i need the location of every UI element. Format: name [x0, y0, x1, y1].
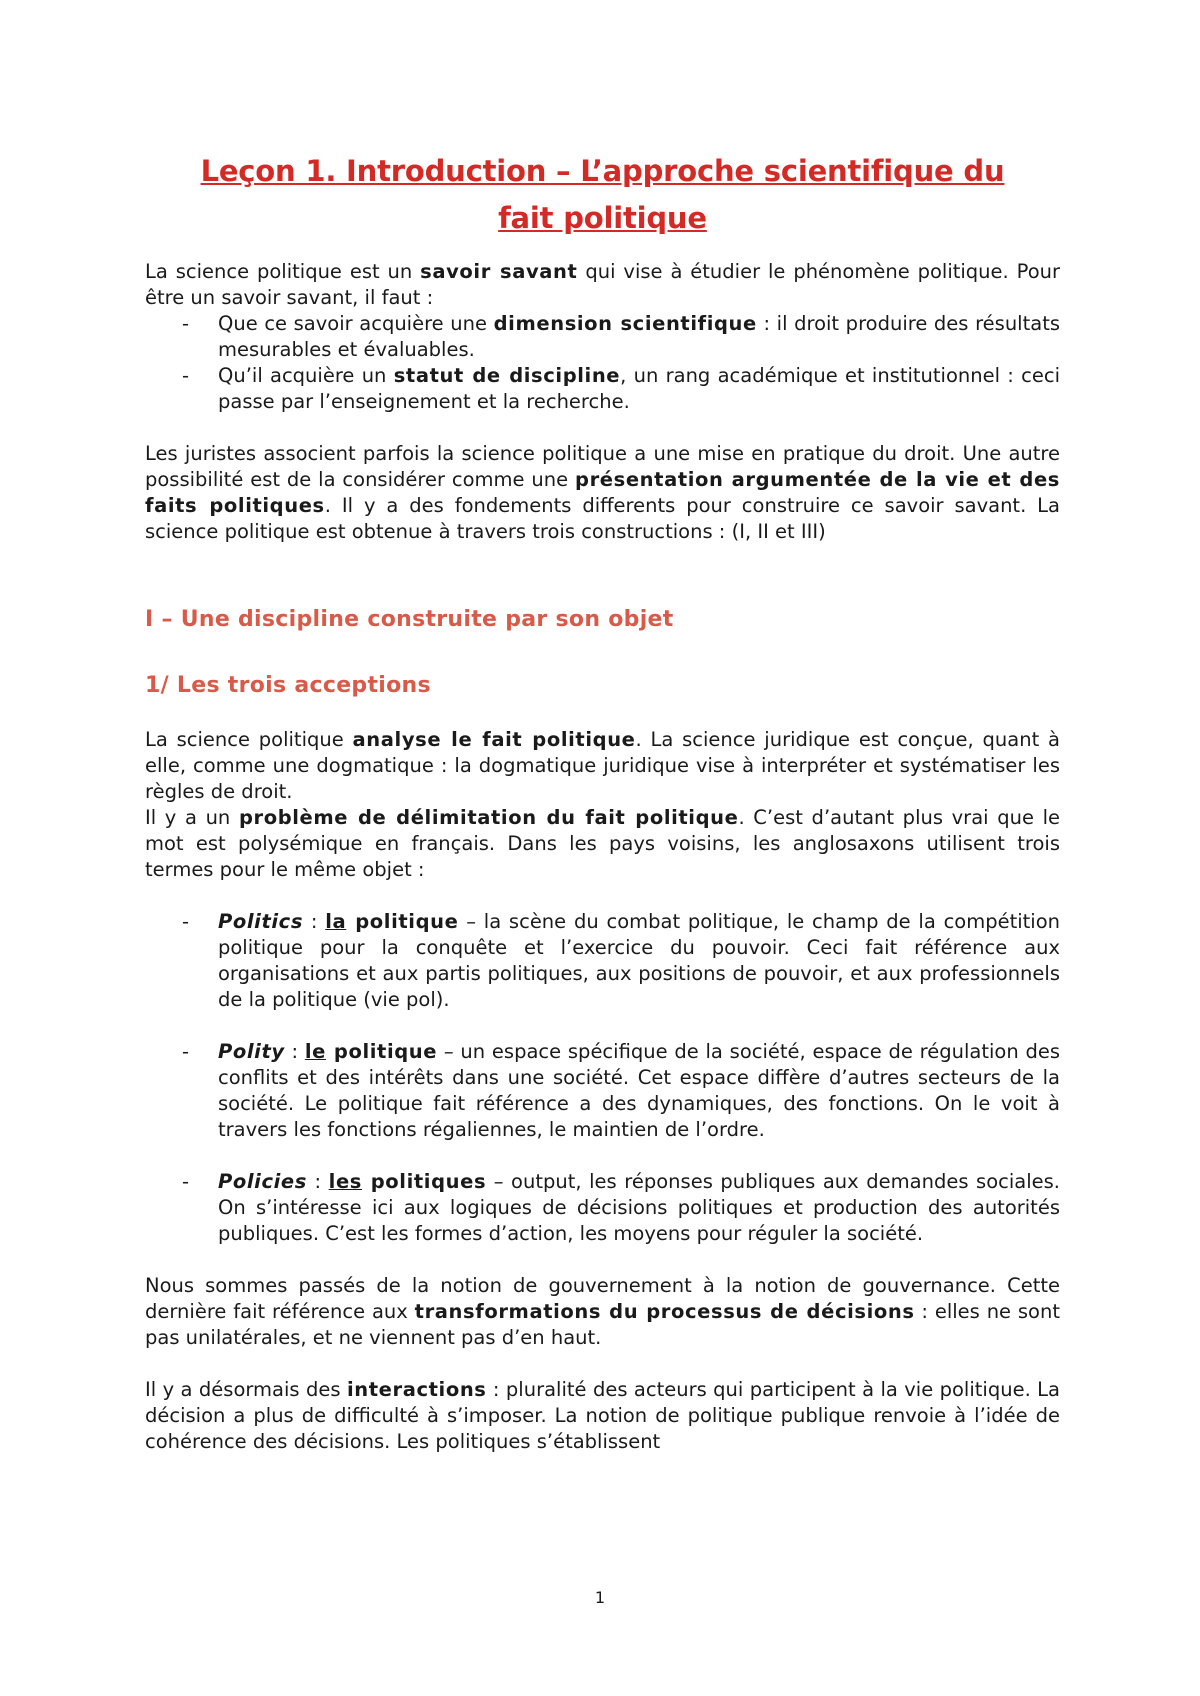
paragraph	[145, 1377, 1060, 1455]
page-number: 1	[594, 1588, 606, 1607]
bold-term: problème de délimitation du fait politique	[238, 806, 739, 829]
text-run: :	[284, 1040, 305, 1063]
text-run: Il y a désormais des	[145, 1378, 347, 1401]
bold-term: transformations du processus de décisions	[414, 1300, 915, 1323]
text-run: . La science juridique est conçue, quant à elle, comme une dogmatique : la dogmatique juridique vise à interpréter et systématiser les règles de droit.	[145, 728, 1060, 803]
text-run: Il y a un	[145, 806, 239, 829]
bullet-dash: -	[182, 1040, 190, 1063]
bold-term: interactions	[346, 1378, 487, 1401]
text-run: :	[303, 910, 326, 933]
text-run: Que ce savoir acquière une	[218, 312, 494, 335]
text-run: : il droit produire des résultats mesurables et évaluables.	[218, 312, 1061, 361]
paragraph	[145, 1273, 1060, 1351]
bold-term: présentation argumentée de la vie et des faits politiques	[145, 468, 1060, 517]
section-heading: I – Une discipline construite par son objet	[145, 607, 674, 632]
document-page	[145, 148, 1060, 1455]
bold-term: analyse le fait politique	[352, 728, 636, 751]
text-run: Nous sommes passés de la notion de gouvernement à la notion de gouvernance. Cette dernière fait référence aux	[145, 1274, 1060, 1323]
bullet-dash: -	[182, 364, 190, 387]
bullet-dash: -	[182, 1170, 190, 1193]
text-run: , un rang académique et institutionnel : ceci passe par l’enseignement et la recherche.	[218, 364, 1060, 413]
text-run: . C’est d’autant plus vrai que le mot est polysémique en français. Dans les pays voisins, les anglosaxons utilisent trois termes pour le même objet :	[145, 806, 1060, 881]
term-word: politique	[346, 910, 459, 933]
bullet-dash: -	[182, 312, 190, 335]
list-item	[145, 311, 1060, 363]
text-run: :	[306, 1170, 329, 1193]
text-run: . Il y a des fondements differents pour construire ce savoir savant. La science politique est obtenue à travers trois constructions : (I, II et III)	[145, 494, 1060, 543]
text-run: : elles ne sont pas unilatérales, et ne viennent pas d’en haut.	[145, 1300, 1060, 1349]
paragraph	[145, 727, 1060, 883]
text-run: Qu’il acquière un	[218, 364, 394, 387]
term-name: Policies	[218, 1170, 307, 1193]
text-run: : pluralité des acteurs qui participent à la vie politique. La décision a plus de difficulté à s’imposer. La notion de politique publique renvoie à l’idée de cohérence des décisions. Les politiques s’établissent	[145, 1378, 1060, 1453]
subsection-heading: 1/ Les trois acceptions	[145, 673, 431, 698]
bullet-dash: -	[182, 910, 190, 933]
term-word: politiques	[361, 1170, 487, 1193]
text-run: – un espace spécifique de la société, espace de régulation des conflits et des intérêts dans une société. Cet espace diffère d’autres secteurs de la société. Le politique fait référence a des dynamiques, des fonctions. On le voit à travers les fonctions régaliennes, le maintien de l’ordre.	[218, 1040, 1060, 1141]
title-line-2: fait politique	[498, 201, 707, 235]
list-item	[145, 909, 1060, 1013]
term-word: politique	[325, 1040, 438, 1063]
intro-paragraph-2	[145, 441, 1060, 545]
list-item	[145, 363, 1060, 415]
text-run: qui vise à étudier le phénomène politique. Pour être un savoir savant, il faut :	[145, 260, 1060, 309]
text-run: – la scène du combat politique, le champ de la compétition politique pour la conquête et l’exercice du pouvoir. Ceci fait référence aux organisations et aux partis politiques, aux positions de pouvoir, et aux professionnels de la politique (vie pol).	[218, 910, 1061, 1011]
bold-term: savoir savant	[420, 260, 578, 283]
text-run: Les juristes associent parfois la science politique a une mise en pratique du droit. Une autre possibilité est de la considérer comme une	[145, 442, 1060, 491]
terms-list	[145, 909, 1060, 1247]
list-item	[145, 1039, 1060, 1143]
text-run: La science politique est un	[145, 260, 421, 283]
term-name: Politics	[218, 910, 304, 933]
document-title	[145, 148, 1060, 242]
bold-term: dimension scientifique	[493, 312, 757, 335]
bold-term: statut de discipline	[393, 364, 621, 387]
title-line-1: Leçon 1. Introduction – L’approche scientifique du	[200, 154, 1005, 188]
term-name: Polity	[218, 1040, 285, 1063]
term-article: la	[325, 910, 347, 933]
term-article: les	[328, 1170, 362, 1193]
intro-bullet-list	[145, 311, 1060, 415]
intro-paragraph	[145, 259, 1060, 311]
list-item	[145, 1169, 1060, 1247]
text-run: – output, les réponses publiques aux demandes sociales. On s’intéresse ici aux logiques de décisions politiques et production des autorités publiques. C’est les formes d’action, les moyens pour réguler la société.	[218, 1170, 1060, 1245]
term-article: le	[304, 1040, 326, 1063]
text-run: La science politique	[145, 728, 353, 751]
